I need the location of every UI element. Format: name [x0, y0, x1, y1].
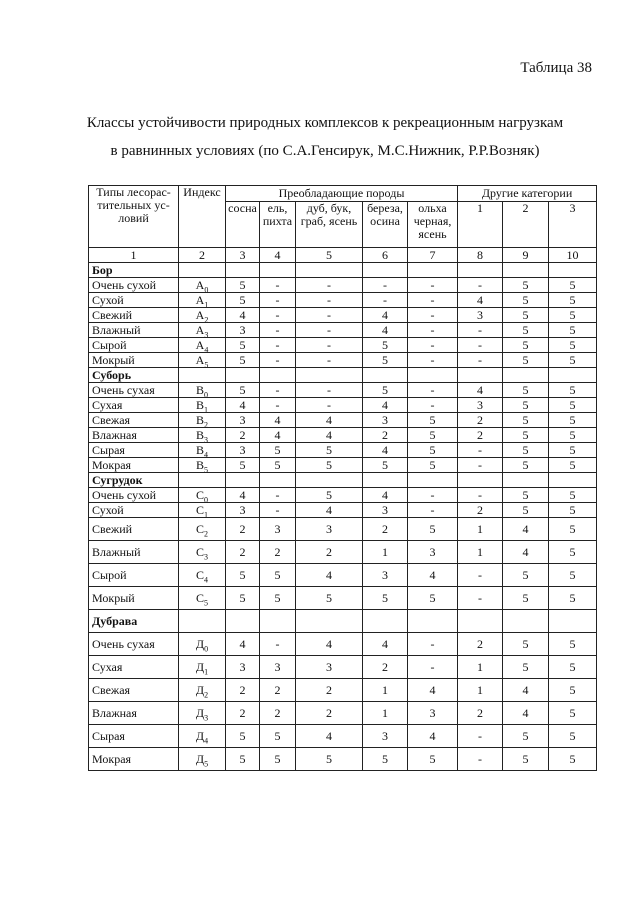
index-code: $Д_0$ — [179, 633, 226, 656]
class-value: 2 — [458, 413, 503, 428]
class-value: 3 — [363, 413, 408, 428]
class-value: 4 — [296, 564, 363, 587]
class-value: 5 — [363, 338, 408, 353]
class-value: 4 — [296, 413, 363, 428]
condition-label: Мокрый — [89, 353, 179, 368]
class-value: - — [296, 293, 363, 308]
group-name: Сугрудок — [89, 473, 179, 488]
class-value: 4 — [363, 398, 408, 413]
condition-label: Сырая — [89, 725, 179, 748]
condition-label: Влажный — [89, 323, 179, 338]
class-value: 5 — [549, 308, 597, 323]
class-value: - — [458, 725, 503, 748]
class-value: 2 — [458, 428, 503, 443]
class-value: 4 — [363, 308, 408, 323]
class-value: - — [458, 587, 503, 610]
class-value: - — [296, 278, 363, 293]
class-value: 3 — [363, 503, 408, 518]
condition-label: Очень сухая — [89, 633, 179, 656]
class-value: 3 — [363, 725, 408, 748]
class-value: 5 — [408, 458, 458, 473]
column-number: 10 — [549, 248, 597, 263]
group-name: Суборь — [89, 368, 179, 383]
class-value: 5 — [549, 443, 597, 458]
condition-label: Влажный — [89, 541, 179, 564]
class-value: 5 — [503, 308, 549, 323]
column-number: 9 — [503, 248, 549, 263]
class-value: 2 — [226, 541, 260, 564]
class-value: - — [408, 353, 458, 368]
class-value: 3 — [260, 518, 296, 541]
class-value: 5 — [549, 338, 597, 353]
class-value: 2 — [363, 518, 408, 541]
class-value: 1 — [363, 702, 408, 725]
class-value: - — [458, 748, 503, 771]
class-value: - — [260, 278, 296, 293]
class-value: 5 — [408, 748, 458, 771]
header-other-categories: Другие категории — [458, 186, 597, 202]
class-value: - — [296, 338, 363, 353]
index-code: $А_1$ — [179, 293, 226, 308]
index-code: $А_5$ — [179, 353, 226, 368]
class-value: 5 — [226, 338, 260, 353]
class-value: 5 — [296, 458, 363, 473]
class-value: - — [408, 633, 458, 656]
condition-label: Свежая — [89, 679, 179, 702]
class-value: - — [458, 278, 503, 293]
condition-label: Сухая — [89, 398, 179, 413]
class-value: 2 — [226, 518, 260, 541]
class-value: - — [363, 278, 408, 293]
condition-label: Свежий — [89, 308, 179, 323]
group-name: Дубрава — [89, 610, 179, 633]
class-value: 5 — [503, 278, 549, 293]
class-value: 3 — [226, 443, 260, 458]
class-value: 2 — [260, 679, 296, 702]
class-value: 2 — [296, 541, 363, 564]
index-code: $Д_4$ — [179, 725, 226, 748]
class-value: 4 — [363, 633, 408, 656]
table-row — [89, 398, 597, 413]
class-value: 3 — [458, 398, 503, 413]
class-value: 5 — [503, 458, 549, 473]
class-value: 5 — [363, 748, 408, 771]
class-value: 4 — [458, 383, 503, 398]
class-value: 4 — [408, 725, 458, 748]
class-value: 4 — [296, 503, 363, 518]
class-value: 5 — [226, 278, 260, 293]
class-value: 3 — [226, 656, 260, 679]
condition-label: Очень сухой — [89, 488, 179, 503]
index-code: $Д_5$ — [179, 748, 226, 771]
header-species: сосна — [226, 202, 260, 248]
class-value: 3 — [260, 656, 296, 679]
class-value: 1 — [458, 679, 503, 702]
class-value: 5 — [549, 503, 597, 518]
class-value: 5 — [549, 702, 597, 725]
class-value: 5 — [549, 398, 597, 413]
class-value: - — [458, 488, 503, 503]
class-value: 4 — [226, 308, 260, 323]
class-value: 5 — [549, 679, 597, 702]
document-title — [60, 109, 590, 165]
table-row — [89, 518, 597, 541]
class-value: 5 — [549, 383, 597, 398]
class-value: - — [458, 443, 503, 458]
class-value: 2 — [296, 679, 363, 702]
index-code: $Д_2$ — [179, 679, 226, 702]
class-value: - — [458, 458, 503, 473]
class-value: - — [408, 503, 458, 518]
class-value: 4 — [226, 633, 260, 656]
class-value: 5 — [549, 428, 597, 443]
class-value: - — [408, 383, 458, 398]
class-value: - — [296, 353, 363, 368]
class-value: - — [458, 564, 503, 587]
condition-label: Мокрый — [89, 587, 179, 610]
column-number: 1 — [89, 248, 179, 263]
class-value: 5 — [549, 293, 597, 308]
class-value: 2 — [458, 633, 503, 656]
class-value: 4 — [226, 398, 260, 413]
index-code: $В_2$ — [179, 413, 226, 428]
header-species: береза, осина — [363, 202, 408, 248]
index-code: $С_3$ — [179, 541, 226, 564]
class-value: 4 — [408, 564, 458, 587]
index-code: $Д_1$ — [179, 656, 226, 679]
class-value: 5 — [503, 488, 549, 503]
class-value: 5 — [408, 587, 458, 610]
table-row — [89, 458, 597, 473]
index-code: $В_0$ — [179, 383, 226, 398]
class-value: 5 — [503, 398, 549, 413]
column-number: 6 — [363, 248, 408, 263]
class-value: - — [296, 323, 363, 338]
table-row — [89, 443, 597, 458]
index-code: $Д_3$ — [179, 702, 226, 725]
class-value: 5 — [363, 587, 408, 610]
header-species: ольха черная, ясень — [408, 202, 458, 248]
table-row — [89, 413, 597, 428]
header-species: дуб, бук, граб, ясень — [296, 202, 363, 248]
header-other-col: 2 — [503, 202, 549, 248]
class-value: - — [458, 353, 503, 368]
class-value: 5 — [549, 518, 597, 541]
class-value: 4 — [503, 702, 549, 725]
class-value: 1 — [458, 541, 503, 564]
class-value: 4 — [363, 323, 408, 338]
class-value: 3 — [408, 541, 458, 564]
class-value: - — [260, 353, 296, 368]
index-code: $С_2$ — [179, 518, 226, 541]
column-number: 3 — [226, 248, 260, 263]
class-value: 3 — [296, 518, 363, 541]
index-code: $А_0$ — [179, 278, 226, 293]
index-code: $В_4$ — [179, 443, 226, 458]
condition-label: Сухой — [89, 293, 179, 308]
table-row — [89, 587, 597, 610]
index-code: $С_5$ — [179, 587, 226, 610]
class-value: 5 — [549, 541, 597, 564]
class-value: 3 — [296, 656, 363, 679]
class-value: 4 — [296, 633, 363, 656]
table-caption: Таблица 38 — [520, 60, 592, 76]
condition-label: Мокрая — [89, 458, 179, 473]
table-row — [89, 679, 597, 702]
class-value: 5 — [503, 293, 549, 308]
class-value: 5 — [296, 488, 363, 503]
class-value: 5 — [503, 383, 549, 398]
class-value: 2 — [363, 428, 408, 443]
class-value: 4 — [296, 725, 363, 748]
class-value: - — [260, 323, 296, 338]
class-value: 3 — [226, 323, 260, 338]
condition-label: Сухая — [89, 656, 179, 679]
title-line-2: в равнинных условиях (по С.А.Генсирук, М.С.Нижник, Р.Р.Возняк) — [110, 143, 540, 159]
class-value: 5 — [549, 633, 597, 656]
table-row — [89, 702, 597, 725]
class-value: - — [260, 308, 296, 323]
group-name: Бор — [89, 263, 179, 278]
class-value: 5 — [260, 587, 296, 610]
class-value: - — [260, 633, 296, 656]
table-row — [89, 633, 597, 656]
header-index: Индекс — [179, 186, 226, 248]
table-row — [89, 293, 597, 308]
class-value: - — [260, 398, 296, 413]
class-value: - — [408, 338, 458, 353]
class-value: 2 — [458, 702, 503, 725]
class-value: 5 — [226, 458, 260, 473]
header-types: Типы лесорас-тительных ус-ловий — [89, 186, 179, 248]
class-value: 1 — [363, 679, 408, 702]
class-value: 5 — [408, 518, 458, 541]
class-value: 5 — [226, 564, 260, 587]
class-value: 5 — [408, 428, 458, 443]
condition-label: Очень сухая — [89, 383, 179, 398]
index-code: $А_3$ — [179, 323, 226, 338]
header-dominant-species: Преобладающие породы — [226, 186, 458, 202]
index-code: $С_4$ — [179, 564, 226, 587]
class-value: 1 — [458, 656, 503, 679]
header-other-col: 3 — [549, 202, 597, 248]
table-row — [89, 748, 597, 771]
class-value: 5 — [549, 564, 597, 587]
class-value: 2 — [458, 503, 503, 518]
condition-label: Свежий — [89, 518, 179, 541]
condition-label: Очень сухой — [89, 278, 179, 293]
class-value: 5 — [226, 748, 260, 771]
condition-label: Влажная — [89, 702, 179, 725]
index-code: $А_2$ — [179, 308, 226, 323]
class-value: 5 — [503, 503, 549, 518]
class-value: - — [408, 323, 458, 338]
class-value: 2 — [363, 656, 408, 679]
condition-label: Влажная — [89, 428, 179, 443]
class-value: 5 — [549, 748, 597, 771]
class-value: 5 — [503, 353, 549, 368]
class-value: 5 — [296, 587, 363, 610]
class-value: 3 — [458, 308, 503, 323]
class-value: 5 — [226, 383, 260, 398]
class-value: 3 — [226, 503, 260, 518]
class-value: 5 — [408, 413, 458, 428]
condition-label: Сырой — [89, 564, 179, 587]
class-value: 2 — [226, 702, 260, 725]
class-value: 4 — [226, 488, 260, 503]
class-value: - — [260, 383, 296, 398]
table-row — [89, 278, 597, 293]
column-number: 4 — [260, 248, 296, 263]
class-value: 4 — [363, 443, 408, 458]
class-value: 4 — [260, 413, 296, 428]
column-number: 7 — [408, 248, 458, 263]
class-value: - — [458, 323, 503, 338]
condition-label: Сырая — [89, 443, 179, 458]
class-value: 5 — [549, 488, 597, 503]
table-row — [89, 383, 597, 398]
class-value: 5 — [503, 633, 549, 656]
class-value: 4 — [503, 679, 549, 702]
class-value: 5 — [296, 748, 363, 771]
class-value: 5 — [226, 587, 260, 610]
class-value: 2 — [226, 679, 260, 702]
table-row — [89, 725, 597, 748]
class-value: 5 — [503, 564, 549, 587]
class-value: 3 — [363, 564, 408, 587]
class-value: 5 — [296, 443, 363, 458]
class-value: - — [296, 398, 363, 413]
class-value: 5 — [226, 725, 260, 748]
class-value: - — [296, 383, 363, 398]
class-value: 5 — [549, 587, 597, 610]
column-number: 8 — [458, 248, 503, 263]
table-row — [89, 308, 597, 323]
class-value: 5 — [549, 323, 597, 338]
class-value: - — [408, 488, 458, 503]
condition-label: Сырой — [89, 338, 179, 353]
class-value: 5 — [503, 587, 549, 610]
class-value: - — [260, 338, 296, 353]
index-code: $В_1$ — [179, 398, 226, 413]
class-value: 5 — [226, 353, 260, 368]
title-line-1: Классы устойчивости природных комплексов к рекреационным нагрузкам — [86, 115, 564, 131]
table-row — [89, 564, 597, 587]
index-code: $С_1$ — [179, 503, 226, 518]
class-value: 5 — [260, 748, 296, 771]
condition-label: Сухой — [89, 503, 179, 518]
header-species: ель, пихта — [260, 202, 296, 248]
class-value: - — [260, 488, 296, 503]
class-value: 5 — [549, 458, 597, 473]
index-code: $А_4$ — [179, 338, 226, 353]
class-value: 5 — [363, 353, 408, 368]
class-value: 5 — [503, 443, 549, 458]
class-value: 4 — [260, 428, 296, 443]
table-row — [89, 656, 597, 679]
index-code: $В_5$ — [179, 458, 226, 473]
class-value: - — [260, 503, 296, 518]
class-value: 2 — [260, 541, 296, 564]
class-value: - — [408, 308, 458, 323]
class-value: 5 — [503, 656, 549, 679]
class-value: 5 — [503, 323, 549, 338]
class-value: 4 — [458, 293, 503, 308]
class-value: 5 — [503, 413, 549, 428]
class-value: - — [408, 278, 458, 293]
class-value: 4 — [503, 518, 549, 541]
table-row — [89, 323, 597, 338]
class-value: 4 — [363, 488, 408, 503]
class-value: 3 — [408, 702, 458, 725]
class-value: 5 — [549, 413, 597, 428]
index-code: $В_3$ — [179, 428, 226, 443]
class-value: - — [408, 398, 458, 413]
table-row — [89, 338, 597, 353]
class-value: 5 — [503, 725, 549, 748]
class-value: 5 — [226, 293, 260, 308]
column-number: 2 — [179, 248, 226, 263]
class-value: - — [260, 293, 296, 308]
class-value: - — [458, 338, 503, 353]
class-value: 5 — [260, 458, 296, 473]
class-value: 4 — [503, 541, 549, 564]
table-row — [89, 503, 597, 518]
condition-label: Мокрая — [89, 748, 179, 771]
class-value: 5 — [549, 725, 597, 748]
class-value: 1 — [458, 518, 503, 541]
class-value: 3 — [226, 413, 260, 428]
index-code: $С_0$ — [179, 488, 226, 503]
column-number: 5 — [296, 248, 363, 263]
class-value: 2 — [226, 428, 260, 443]
header-other-col: 1 — [458, 202, 503, 248]
table-row — [89, 488, 597, 503]
class-value: 2 — [296, 702, 363, 725]
class-value: 5 — [260, 443, 296, 458]
class-value: 5 — [549, 656, 597, 679]
class-value: 4 — [408, 679, 458, 702]
class-value: 5 — [260, 564, 296, 587]
class-value: 5 — [549, 278, 597, 293]
class-value: - — [408, 293, 458, 308]
table-row — [89, 428, 597, 443]
class-value: 5 — [363, 458, 408, 473]
class-value: - — [408, 656, 458, 679]
class-value: 1 — [363, 541, 408, 564]
condition-label: Свежая — [89, 413, 179, 428]
class-value: 4 — [296, 428, 363, 443]
class-value: 2 — [260, 702, 296, 725]
class-value: 5 — [503, 748, 549, 771]
class-value: 5 — [260, 725, 296, 748]
class-value: - — [296, 308, 363, 323]
class-value: - — [363, 293, 408, 308]
class-value: 5 — [408, 443, 458, 458]
class-value: 5 — [503, 428, 549, 443]
class-value: 5 — [503, 338, 549, 353]
resilience-table — [88, 185, 597, 771]
table-row — [89, 353, 597, 368]
class-value: 5 — [363, 383, 408, 398]
table-row — [89, 541, 597, 564]
class-value: 5 — [549, 353, 597, 368]
